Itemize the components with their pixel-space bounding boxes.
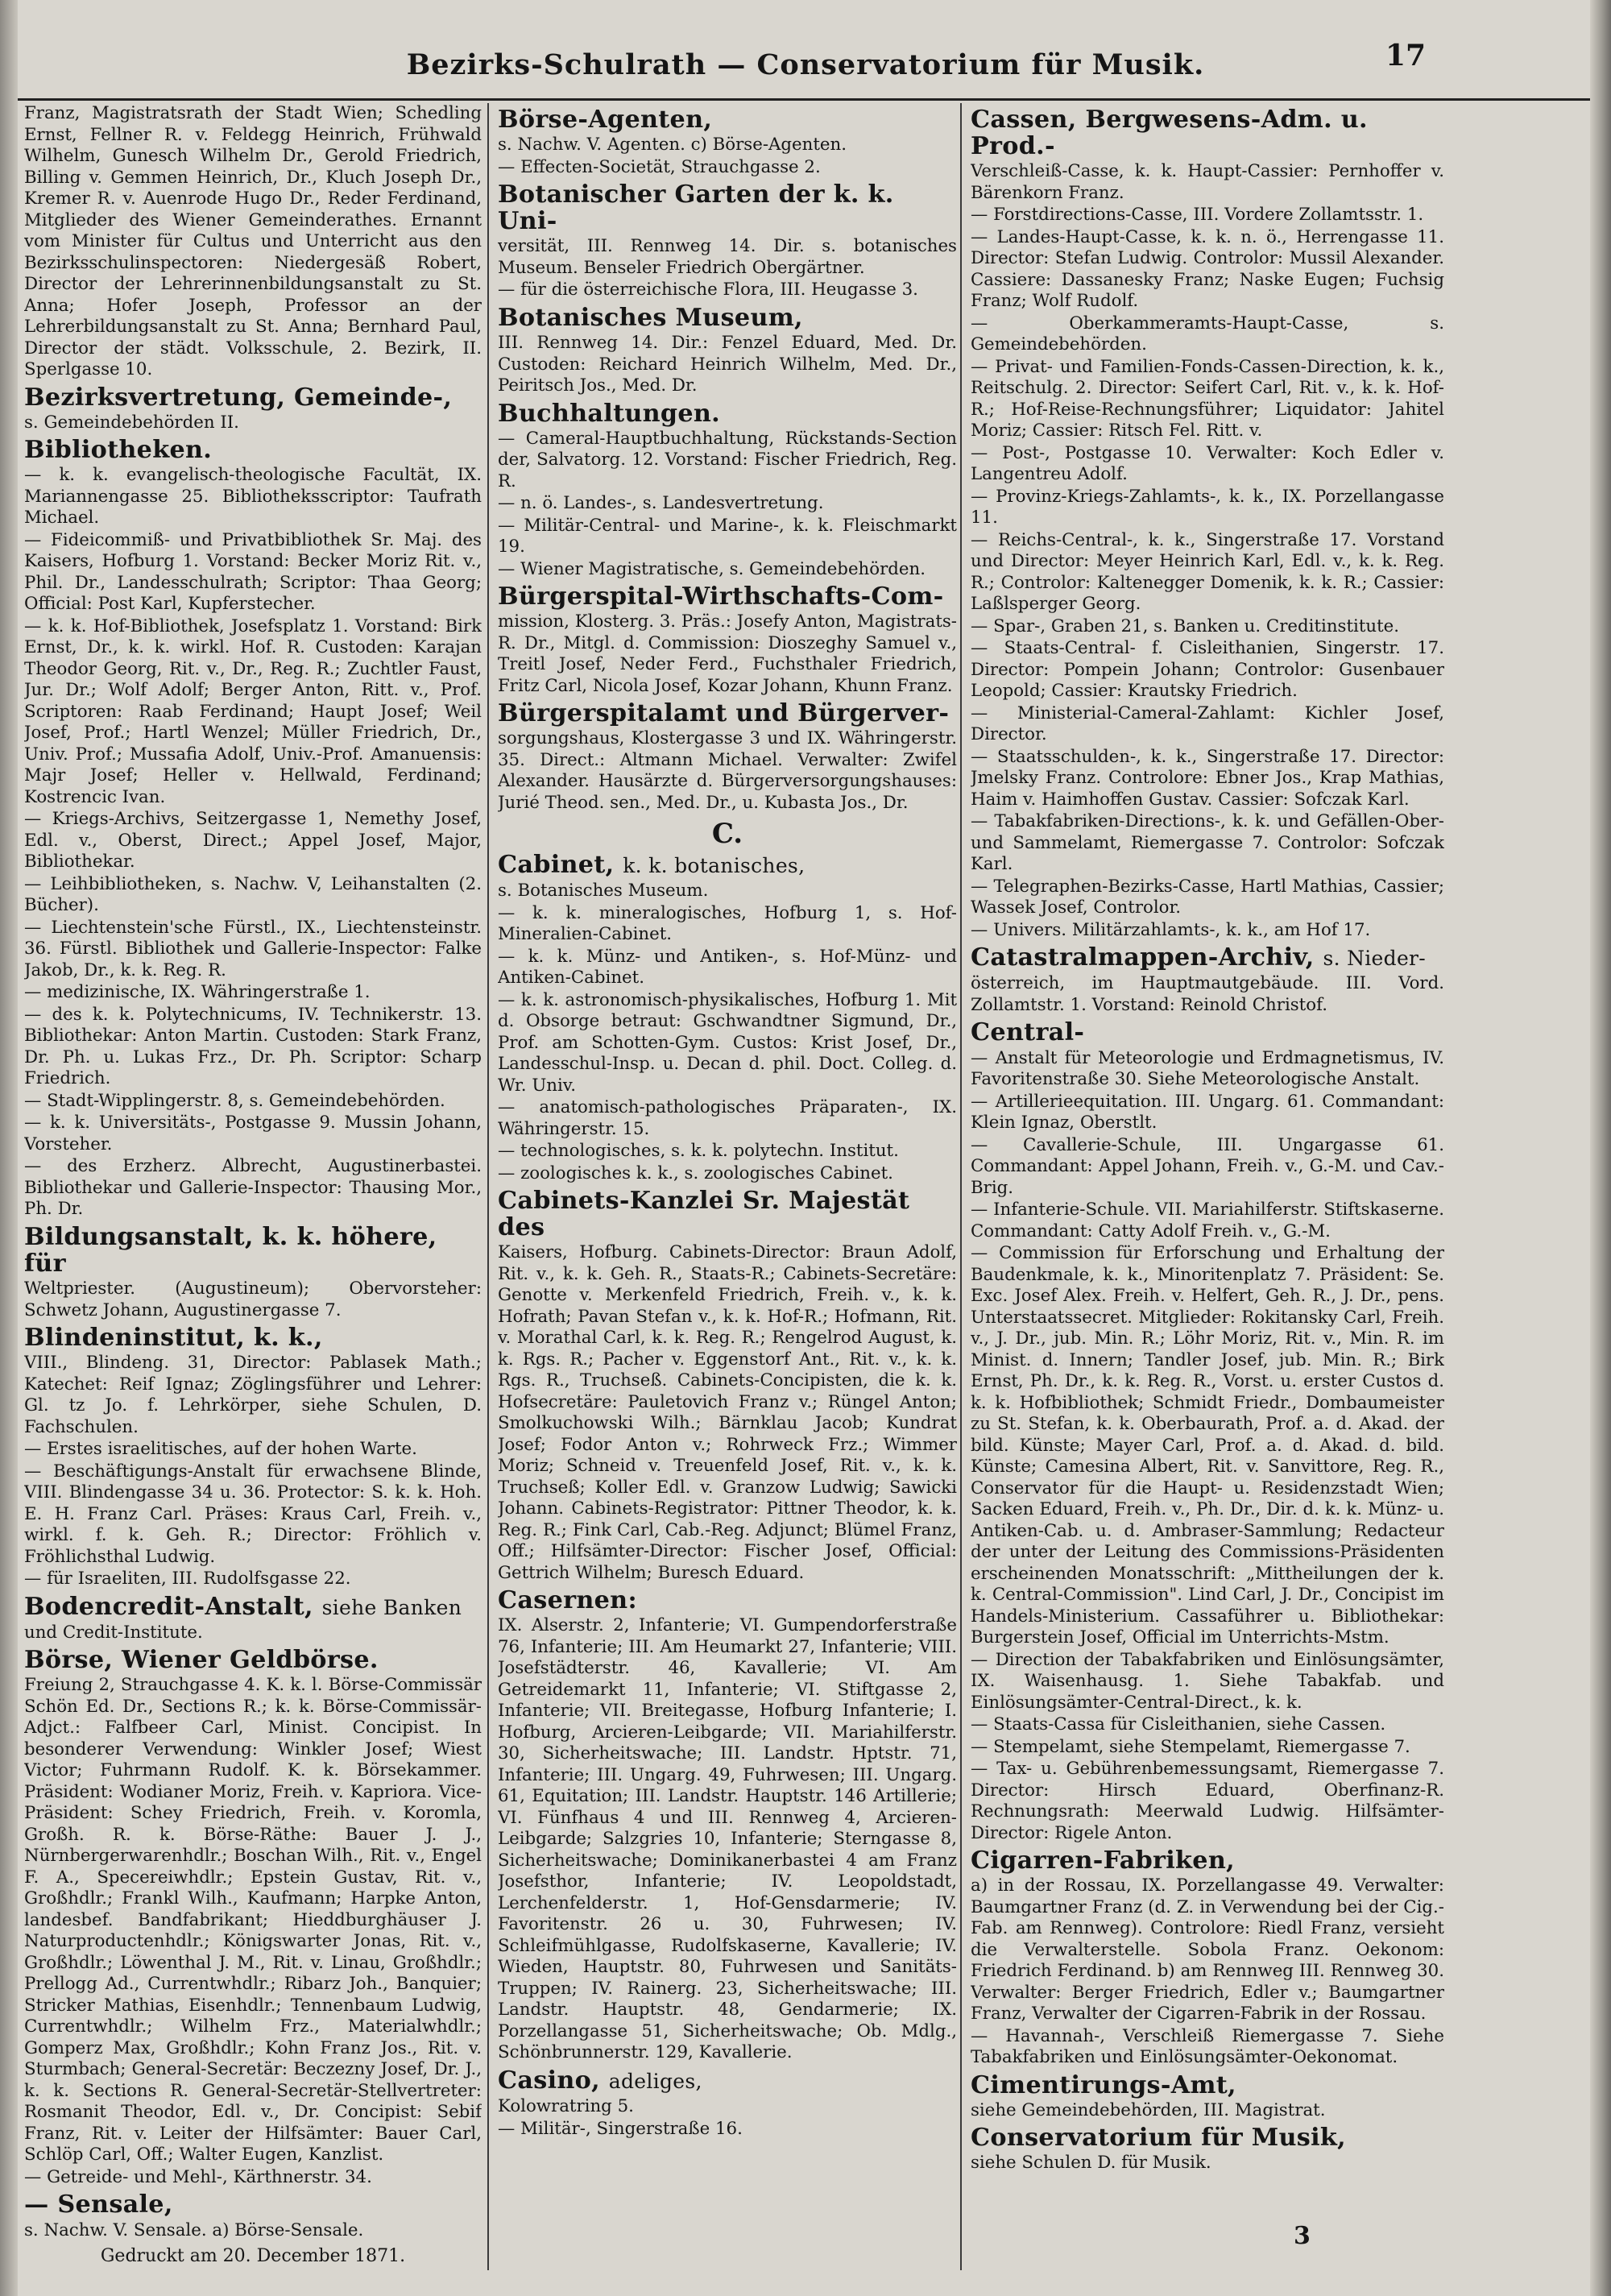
entry-heading — [498, 106, 957, 133]
column-left — [24, 103, 482, 2278]
entry-heading — [498, 2067, 957, 2095]
entry-text: — zoologisches k. k., s. zoologisches Cabinet. — [498, 1163, 893, 1183]
entry-text: — für die österreichische Flora, III. Heugasse 3. — [498, 280, 918, 300]
entry-text: — Post-, Postgasse 10. Verwalter: Koch Edler v. Langentreu Adolf. — [971, 442, 1444, 485]
entry-heading — [498, 700, 957, 727]
entry-text: Kolowratring 5. — [498, 2096, 634, 2116]
heading-text: Catastralmappen-Archiv, — [971, 943, 1323, 972]
entry-text: — Ministerial-Cameral-Zahlamt: Kichler Josef, Director. — [971, 702, 1444, 745]
heading-text: Bildungsanstalt, k. k. höhere, für — [24, 1222, 437, 1278]
entry-heading — [498, 1587, 957, 1614]
entry-text: — Havannah-, Verschleiß Riemergasse 7. Siehe Tabakfabriken und Einlösungsämter-Oekonomat. — [971, 2025, 1444, 2068]
entry-text: und Credit-Institute. — [24, 1622, 203, 1643]
entry-text: — Effecten-Societät, Strauchgasse 2. — [498, 156, 821, 177]
heading-text: Bürgerspital-Wirthschafts-Com- — [498, 582, 944, 611]
heading-text: Cabinets-Kanzlei Sr. Majestät des — [498, 1187, 910, 1242]
running-head: Bezirks-Schulrath — Conservatorium für Musik. — [406, 48, 1205, 81]
entry-text: s. Botanisches Museum. — [498, 881, 709, 901]
signature-mark: 3 — [1294, 2222, 1311, 2250]
heading-text: Börse, Wiener Geldbörse. — [24, 1646, 379, 1675]
entry-text: Kaisers, Hofburg. Cabinets-Director: Braun Adolf, Rit. v., k. k. Geh. R., Staats-R.; Cabinets-Secretäre: Genotte v. Merkenfeld Friedrich, Freih. v., k. k. Hofrath; Pavan Stefan v., k. k. Hof-R.; Hofmann, Rit. v. Morathal Carl, k. k. Reg. R.; Rengelrod August, k. k. Rgs. R.; Pacher v. Eggenstorf Ant., Rit. v., k. k. Rgs. R., Truchseß. Cabinets-Concipisten, die k. k. Hofsecretäre: Pauletovich Franz v.; Rüngel Anton; Smolkuchowski Wilh.; Bärnklau Jacob; Kundrat Josef; Fodor Anton v.; Rohrweck Frz.; Wimmer Moriz; Schneid v. Treuenfeld Josef, Rit. v., k. k. Truchseß; Koller Edl. v. Granzow Ludwig; Sawicki Johann. Cabinets-Registrator: Pittner Theodor, k. k. Reg. R.; Fink Carl, Cab.-Reg. Adjunct; Blümel Franz, Off.; Hilfsämter-Director: Fischer Josef, Official: Gettrich Wilhelm; Buresch Eduard. — [498, 1242, 957, 1583]
entry-heading — [24, 2191, 482, 2218]
entry-text: siehe Gemeindebehörden, III. Magistrat. — [971, 2099, 1326, 2120]
entry-text: — Reichs-Central-, k. k., Singerstraße 17. Vorstand und Director: Meyer Heinrich Karl, Edl. v., k. k. Reg. R.; Controlor: Kaltenegger Domenik, k. k. R.; Cassier: Laßlsperger Georg. — [971, 529, 1444, 615]
entry-text: — k. k. mineralogisches, Hofburg 1, s. Hof-Mineralien-Cabinet. — [498, 902, 957, 944]
column-right — [971, 103, 1444, 2278]
heading-text: Cimentirungs-Amt, — [971, 2070, 1236, 2099]
entry-text: — Spar-, Graben 21, s. Banken u. Creditinstitute. — [971, 615, 1400, 636]
entry-text: — Anstalt für Meteorologie und Erdmagnetismus, IV. Favoritenstraße 30. Siehe Meteorologische Anstalt. — [971, 1047, 1444, 1089]
heading-text: Börse-Agenten, — [498, 106, 713, 134]
entry-text: — k. k. evangelisch-theologische Facultät, IX. Mariannengasse 25. Bibliotheksscriptor: Taufrath Michael. — [24, 465, 482, 528]
entry-text: — des Erzherz. Albrecht, Augustinerbastei. Bibliothekar und Gallerie-Inspector: Thausing Mor., Ph. Dr. — [24, 1156, 482, 1220]
heading-text: Casernen: — [498, 1586, 637, 1615]
entry-text: — medizinische, IX. Währingerstraße 1. — [24, 982, 371, 1003]
heading-text: Central- — [971, 1018, 1085, 1047]
heading-text: Botanischer Garten der k. k. Uni- — [498, 180, 894, 236]
heading-tail: k. k. botanisches, — [623, 853, 806, 877]
entry-heading — [498, 1187, 957, 1241]
entry-text: — Tabakfabriken-Directions-, k. k. und Gefällen-Ober- und Sammelamt, Riemergasse 7. Controlor: Sofczak Karl. — [971, 811, 1444, 875]
entry-text: — Staatsschulden-, k. k., Singerstraße 17. Director: Jmelsky Franz. Controlore: Ebner Jos., Krap Mathias, Haim v. Haimhoffen Gustav. Cassier: Sofczak Karl. — [971, 746, 1444, 810]
column-divider — [487, 103, 489, 2270]
entry-heading — [498, 583, 957, 610]
entry-text: mission, Klosterg. 3. Präs.: Josefy Anton, Magistrats-R. Dr., Mitgl. d. Commission: Dioszeghy Samuel v., Treitl Josef, Neder Ferd., Fuchsthaler Friedrich, Fritz Carl, Nicola Josef, Kozar Johann, Khunn Franz. — [498, 611, 957, 696]
entry-heading — [971, 2124, 1444, 2151]
entry-text: — Militär-, Singerstraße 16. — [498, 2118, 743, 2139]
entry-text: — n. ö. Landes-, s. Landesvertretung. — [498, 493, 824, 514]
heading-tail: siehe Banken — [321, 1595, 462, 1619]
entry-text: — k. k. Hof-Bibliothek, Josefsplatz 1. Vorstand: Birk Ernst, Dr., k. k. wirkl. Hof. R. Custoden: Karajan Theodor Georg, Rit. v., Dr., Reg. R.; Zuchtler Faust, Jur. Dr.; Wolf Adolf; Berger Anton, Ritt. v., Prof. Scriptoren: Raab Ferdinand; Haupt Josef; Weil Josef, Prof.; Hartl Wenzel; Müller Friedrich, Dr., Univ. Prof.; Mussafia Adolf, Univ.-Prof. Amanuensis: Majr Josef; Heller v. Hellwald, Ferdinand; Kostrencic Ivan. — [24, 615, 482, 807]
entry-text: — Wiener Magistratische, s. Gemeindebehörden. — [498, 558, 926, 579]
entry-text: a) in der Rossau, IX. Porzellangasse 49. Verwalter: Baumgartner Franz (d. Z. in Verwendung bei der Cig.-Fab. am Rennweg). Controlore: Riedl Franz, versieht die Verwalterstelle. Sobola Franz. Oekonom: Friedrich Ferdinand. b) am Rennweg III. Rennweg 30. Verwalter: Berger Friedrich, Edler v.; Baumgartner Franz, Verwalter der Cigarren-Fabrik in der Rossau. — [971, 1875, 1444, 2025]
heading-text: Bezirksvertretung, Gemeinde-, — [24, 383, 453, 412]
entry-text: — k. k. Universitäts-, Postgasse 9. Mussin Johann, Vorsteher. — [24, 1113, 482, 1154]
entry-text: versität, III. Rennweg 14. Dir. s. botanisches Museum. Benseler Friedrich Obergärtner. — [498, 236, 957, 278]
entry-heading — [24, 1647, 482, 1673]
heading-text: Conservatorium für Musik, — [971, 2124, 1346, 2153]
entry-text: österreich, im Hauptmautgebäude. III. Vord. Zollamtstr. 1. Vorstand: Reinold Christof. — [971, 973, 1444, 1015]
entry-text: — Kriegs-Archivs, Seitzergasse 1, Nemethy Josef, Edl. v., Oberst, Direct.; Appel Josef, Major, Bibliothekar. — [24, 809, 482, 872]
entry-heading — [498, 400, 957, 427]
entry-text: — Stempelamt, siehe Stempelamt, Riemergasse 7. — [971, 1736, 1410, 1757]
entry-text: IX. Alserstr. 2, Infanterie; VI. Gumpendorferstraße 76, Infanterie; III. Am Heumarkt 27, Infanterie; VIII. Josefstädterstr. 46, Kavallerie; VI. Am Getreidemarkt 11, Infanterie; VI. Stiftgasse 2, Infanterie; VII. Breitegasse, Hofburg Infanterie; I. Hofburg, Arcieren-Leibgarde; VII. Mariahilferstr. 30, Sicherheitswache; III. Landstr. Hptstr. 71, Infanterie; III. Ungarg. 49, Fuhrwesen; III. Ungarg. 61, Equitation; III. Landstr. Hauptstr. 146 Artillerie; VI. Fünfhaus 4 und III. Rennweg 4, Arcieren-Leibgarde; Salzgries 10, Infanterie; Sterngasse 8, Sicherheitswache; Dominikanerbastei 4 am Franz Josefsthor, Infanterie; IV. Leopoldstadt, Lerchenfelderstr. 1, Hof-Gensdarmerie; IV. Favoritenstr. 26 u. 30, Fuhrwesen; IV. Schleifmühlgasse, Rudolfskaserne, Kavallerie; IV. Wieden, Hauptstr. 80, Fuhrwesen und Sanitäts-Truppen; IV. Rainerg. 23, Sicherheitswache; III. Landstr. Hauptstr. 48, Gendarmerie; IX. Porzellangasse 51, Sicherheitswache; Ob. Mdlg., Schönbrunnerstr. 129, Kavallerie. — [498, 1615, 957, 2063]
entry-text: — Liechtenstein'sche Fürstl., IX., Liechtensteinstr. 36. Fürstl. Bibliothek und Gallerie-Inspector: Falke Jakob, Dr., k. k. Reg. R. — [24, 917, 482, 980]
entry-text: — technologisches, s. k. k. polytechn. Institut. — [498, 1141, 899, 1161]
heading-tail: s. Nieder- — [1323, 947, 1427, 971]
heading-text: Cigarren-Fabriken, — [971, 1846, 1235, 1875]
entry-text: VIII., Blindeng. 31, Director: Pablasek Math.; Katechet: Reif Ignaz; Zöglingsführer und Lehrer: Gl. tz Jo. f. Lehrkörper, siehe Schulen, D. Fachschulen. — [24, 1353, 482, 1437]
entry-heading — [971, 2072, 1444, 2099]
entry-text: — Tax- u. Gebührenbemessungsamt, Riemergasse 7. Director: Hirsch Eduard, Oberfinanz-R. Rechnungsrath: Meerwald Ludwig. Hilfsämter-Director: Rigele Anton. — [971, 1759, 1444, 1843]
heading-text: Cabinet, — [498, 850, 623, 879]
entry-text: siehe Schulen D. für Musik. — [971, 2153, 1211, 2174]
heading-text: Casino, — [498, 2066, 609, 2095]
entry-text: III. Rennweg 14. Dir.: Fenzel Eduard, Med. Dr. Custoden: Reichard Heinrich Wilhelm, Med. Dr., Peiritsch Jos., Med. Dr. — [498, 333, 957, 396]
heading-text: Blindeninstitut, k. k., — [24, 1324, 323, 1352]
column-middle — [498, 103, 957, 2278]
entry-heading — [24, 1594, 482, 1621]
entry-text: — Getreide- und Mehl-, Kärthnerstr. 34. — [24, 2166, 372, 2187]
heading-text: Bodencredit-Anstalt, — [24, 1592, 322, 1621]
entry-text: — anatomisch-pathologisches Präparaten-, IX. Währingerstr. 15. — [498, 1097, 957, 1139]
heading-text: Cassen, Bergwesens-Adm. u. Prod.- — [971, 106, 1368, 161]
entry-text: — Cameral-Hauptbuchhaltung, Rückstands-Section der, Salvatorg. 12. Vorstand: Fischer Friedrich, Reg. R. — [498, 428, 957, 491]
entry-text: — Stadt-Wipplingerstr. 8, s. Gemeindebehörden. — [24, 1090, 445, 1111]
entry-text: — Staats-Central- f. Cisleithanien, Singerstr. 17. Director: Pompein Johann; Controlor: Gusenbauer Leopold; Cassier: Krautsky Friedrich. — [971, 638, 1444, 702]
entry-text: — Forstdirections-Casse, III. Vordere Zollamtsstr. 1. — [971, 205, 1424, 226]
entry-text: — Militär-Central- und Marine-, k. k. Fleischmarkt 19. — [498, 515, 957, 557]
entry-text: — Cavallerie-Schule, III. Ungargasse 61. Commandant: Appel Johann, Freih. v., G.-M. und Cav.-Brig. — [971, 1134, 1444, 1198]
entry-text: — Provinz-Kriegs-Zahlamts-, k. k., IX. Porzellangasse 11. — [971, 486, 1444, 528]
entry-heading — [24, 1224, 482, 1277]
heading-text: Bürgerspitalamt und Bürgerver- — [498, 699, 950, 728]
entry-text: s. Nachw. V. Sensale. a) Börse-Sensale. — [24, 2219, 364, 2240]
entry-heading — [498, 852, 957, 879]
column-divider — [960, 103, 962, 2270]
print-date-note: Gedruckt am 20. December 1871. — [100, 2246, 406, 2266]
entry-text: s. Gemeindebehörden II. — [24, 412, 239, 433]
page-edge-left — [0, 0, 18, 2296]
entry-text: — k. k. astronomisch-physikalisches, Hofburg 1. Mit d. Obsorge betraut: Gschwandtner Sigmund, Dr., Prof. am Schotten-Gym. Custos: Krist Josef, Dr., Landesschul-Insp. u. Decan d. phil. Doct. Colleg. d. Wr. Univ. — [498, 989, 957, 1096]
entry-text: — Artillerieequitation. III. Ungarg. 61. Commandant: Klein Ignaz, Oberstlt. — [971, 1091, 1444, 1133]
page-number: 17 — [1385, 39, 1427, 73]
entry-text: Freiung 2, Strauchgasse 4. K. k. l. Börse-Commissär Schön Ed. Dr., Sections R.; k. k. Börse-Commissär-Adjct.: Falfbeer Carl, Minist. Concipist. In besonderer Verwendung: Winkler Josef; Wiest Victor; Fuhrmann Rudolf. K. k. Börsekammer. Präsident: Wodianer Moriz, Freih. v. Kapriora. Vice-Präsident: Schey Friedrich, Freih. v. Koromla, Großh. R. k. Börse-Räthe: Bauer J. J., Nürnbergerwarenhdlr.; Boschan Wilh., Rit. v., Engel F. A., Specereiwhdlr.; Epstein Gustav, Rit. v., Großhdlr.; Frankl Wilh., Kaufmann; Harpke Anton, landesbef. Bandfabrikant; Hieddburghäuser J. Naturproductenhdlr.; Königswarter Jonas, Rit. v., Großhdlr.; Löwenthal J. M., Rit. v. Linau, Großhdlr.; Prellogg Ad., Currentwhdlr.; Ribarz Joh., Banquier; Stricker Mathias, Eisenhdlr.; Tennenbaum Ludwig, Currentwhdlr.; Wilhelm Frz., Materialwhdlr.; Gomperz Max, Großhdlr.; Kohn Franz Jos., Rit. v. Sturmbach; General-Secretär: Beczezny Josef, Dr. J., k. k. Sections R. General-Secretär-Stellvertreter: Rosmanit Theodor, Edl. v., Dr. Concipist: Sebif Franz, Rit. v. Leiter der Hilfsämter: Bauer Carl, Schlöp Carl, Off.; Walter Eugen, Kanzlist. — [24, 1675, 482, 2165]
entry-heading — [971, 1019, 1444, 1046]
entry-text: — Landes-Haupt-Casse, k. k. n. ö., Herrengasse 11. Director: Stefan Ludwig. Controlor: Mussil Alexander. Cassiere: Dassanesky Franz; Naske Eugen; Fuchsig Franz; Wolf Rudolf. — [971, 226, 1444, 312]
entry-heading — [498, 305, 957, 331]
entry-text: — Commission für Erforschung und Erhaltung der Baudenkmale, k. k., Minoritenplatz 7. Präsident: Se. Exc. Josef Alex. Freih. v. Helfert, Geh. R., J. Dr., pens. Unterstaatssecret. Mitglieder: Rokitansky Carl, Freih. v., J. Dr., jub. Min. R.; Löhr Moriz, Rit. v., Min. R. im Minist. d. Innern; Tandler Josef, jub. Min. R.; Birk Ernst, Ph. Dr., k. k. Reg. R., Vorst. u. erster Custos d. k. k. Hofbibliothek; Schmidt Friedr., Dombaumeister zu St. Stefan, k. k. Oberbaurath, Prof. a. d. Akad. der bild. Künste; Mayer Carl, Prof. a. d. Akad. d. bild. Künste; Camesina Albert, Rit. v. Sanvittore, Reg. R., Conservator für die Haupt- u. Residenzstadt Wien; Sacken Eduard, Freih. v., Ph. Dr., Dir. d. k. k. Münz- u. Antiken-Cab. u. d. Ambraser-Sammlung; Redacteur der unter der Leitung des Commissions-Präsidenten erscheinenden Monatsschrift: „Mittheilungen der k. k. Central-Commission". Lind Carl, J. Dr., Concipist im Handels-Ministerium. Cassaführer u. Bibliothekar: Burgerstein Josef, Official im Unterrichts-Mstm. — [971, 1243, 1444, 1647]
header-rule — [18, 98, 1590, 101]
entry-text: — für Israeliten, III. Rudolfsgasse 22. — [24, 1569, 351, 1589]
section-letter: C. — [711, 818, 743, 851]
entry-text: — Privat- und Familien-Fonds-Cassen-Direction, k. k., Reitschulg. 2. Director: Seifert Carl, Rit. v., k. k. Hof-R.; Hof-Reise-Rechnungsführer; Liquidator: Jahitel Moriz; Cassier: Ritsch Fel. Ritt. v. — [971, 356, 1444, 441]
entry-heading — [24, 1324, 482, 1351]
entry-text: — Direction der Tabakfabriken und Einlösungsämter, IX. Waisenhausg. 1. Siehe Tabakfab. und Einlösungsämter-Central-Direct., k. k. — [971, 1649, 1444, 1713]
entry-heading — [971, 1847, 1444, 1874]
entry-text: — Beschäftigungs-Anstalt für erwachsene Blinde, VIII. Blindengasse 34 u. 36. Protector: S. k. k. Hoh. E. H. Franz Carl. Präses: Kraus Carl, Freih. v., wirkl. f. k. Geh. R.; Director: Fröhlich v. Fröhlichsthal Ludwig. — [24, 1461, 482, 1567]
entry-text: — Erstes israelitisches, auf der hohen Warte. — [24, 1439, 417, 1460]
entry-heading — [498, 181, 957, 234]
entry-heading — [24, 437, 482, 463]
entry-text: — Fideicommiß- und Privatbibliothek Sr. Maj. des Kaisers, Hofburg 1. Vorstand: Becker Moriz Rit. v., Phil. Dr., Landesschulrath; Scriptor: Thaa Georg; Official: Post Karl, Kupferstecher. — [24, 529, 482, 615]
entry-text: — Staats-Cassa für Cisleithanien, siehe Cassen. — [971, 1714, 1386, 1734]
entry-text: — Telegraphen-Bezirks-Casse, Hartl Mathias, Cassier; Wassek Josef, Controlor. — [971, 876, 1444, 918]
page-edge-right — [1590, 0, 1611, 2296]
entry-text: Verschleiß-Casse, k. k. Haupt-Cassier: Pernhoffer v. Bärenkorn Franz. — [971, 161, 1444, 203]
entry-heading — [971, 106, 1444, 160]
heading-text: — Sensale, — [24, 2190, 173, 2219]
heading-tail: adeliges, — [608, 2069, 702, 2093]
entry-heading — [971, 944, 1444, 972]
entry-text: — k. k. Münz- und Antiken-, s. Hof-Münz- und Antiken-Cabinet. — [498, 946, 957, 988]
entry-text: — Oberkammeramts-Haupt-Casse, s. Gemeindebehörden. — [971, 313, 1444, 355]
entry-text: — Infanterie-Schule. VII. Mariahilferstr. Stiftskaserne. Commandant: Catty Adolf Freih. v., G.-M. — [971, 1200, 1444, 1241]
heading-text: Buchhaltungen. — [498, 399, 720, 428]
heading-text: Bibliotheken. — [24, 436, 213, 465]
entry-text: — Leihbibliotheken, s. Nachw. V, Leihanstalten (2. Bücher). — [24, 873, 482, 916]
entry-text: s. Nachw. V. Agenten. c) Börse-Agenten. — [498, 135, 847, 155]
entry-text: sorgungshaus, Klostergasse 3 und IX. Währingerstr. 35. Direct.: Altmann Michael. Verwalter: Zwifel Alexander. Hausärzte d. Bürgerversorgungshauses: Jurié Theod. sen., Med. Dr., u. Kubasta Jos., Dr. — [498, 728, 957, 813]
entry-text: — Univers. Militärzahlamts-, k. k., am Hof 17. — [971, 919, 1371, 940]
entry-text: Franz, Magistratsrath der Stadt Wien; Schedling Ernst, Fellner R. v. Feldegg Heinrich, Frühwald Wilhelm, Gunesch Wilhelm Dr., Gerold Friedrich, Billing v. Gemmen Heinrich, Dr., Kluch Joseph Dr., Kremer R. v. Auenrode Hugo Dr., Reder Ferdinand, Mitglieder des Wiener Gemeinderathes. Ernannt vom Minister für Cultus und Unterricht aus den Bezirksschulinspectoren: Niedergesäß Robert, Director der Lehrerinnenbildungsanstalt zu St. Anna; Hofer Joseph, Professor an der Lehrerbildungsanstalt zu St. Anna; Bernhard Paul, Director der städt. Volksschule, 2. Bezirk, II. Sperlgasse 10. — [24, 103, 482, 379]
entry-heading — [24, 384, 482, 411]
entry-text: — des k. k. Polytechnicums, IV. Technikerstr. 13. Bibliothekar: Anton Martin. Custoden: Stark Franz, Dr. Ph. u. Lukas Frz., Dr. Ph. Scriptor: Scharp Friedrich. — [24, 1004, 482, 1089]
entry-text: Weltpriester. (Augustineum); Obervorsteher: Schwetz Johann, Augustinergasse 7. — [24, 1279, 482, 1320]
heading-text: Botanisches Museum, — [498, 303, 803, 332]
